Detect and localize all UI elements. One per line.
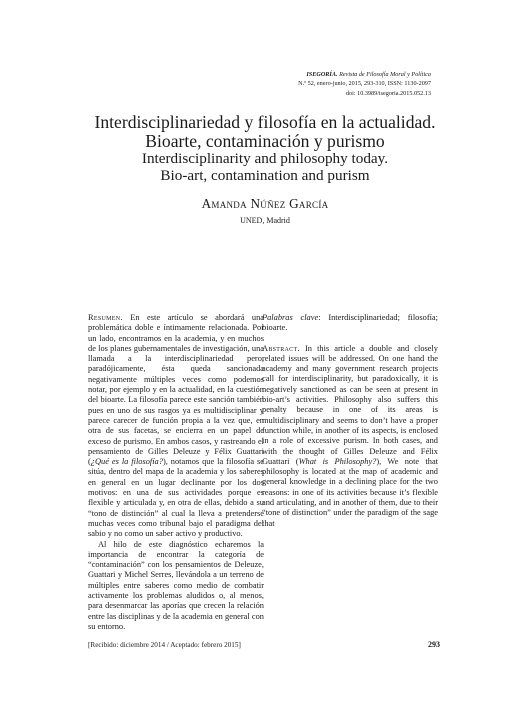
title-english-line-2: Bio-art, contamination and purism — [160, 166, 370, 184]
abstract-english-text: In this article a double and closely related issues will be addressed. On one hand the academy and many government research projects call for interdisciplinarity, but paradoxically, it is negatively sanctioned as can be seen at present in bio-art’s activities. Philosophy also suffers this penalty because in one of its areas is multidisciplinary and seems to don’t have a proper function while, in another of its aspects, is enclosed in a role of excessive purism. In both cases, and with the thought of Gilles Deleuze and Félix Guattari ( — [262, 343, 438, 466]
journal-subtitle: Revista de Filosofía Moral y Política — [337, 71, 431, 78]
journal-line-1 — [298, 70, 431, 79]
abstract-spanish-label: Resumen. — [88, 313, 123, 322]
author-affiliation: UNED, Madrid — [240, 216, 290, 225]
title-english — [80, 151, 450, 185]
keywords-label: Palabras clave — [262, 313, 319, 322]
abstract-spanish-citation: ¿Qué es la filosofía? — [90, 457, 163, 467]
journal-issue: N.º 52, enero-junio, 2015, 293-310, ISSN: 1130-2097 — [298, 80, 431, 88]
page-number: 293 — [428, 640, 440, 649]
right-column — [262, 313, 438, 529]
title-spanish-line-1: Interdisciplinariedad y filosofía en la actualidad. — [94, 112, 436, 132]
keywords — [262, 313, 438, 334]
abstract-spanish-text-end: ), notamos que la filosofía se sitúa, dentro del mapa de la academia y los saberes en general en un lugar declinante por los dos motivos: en una de sus actividades porque es flexible y articulada y, en otra de ellas, debido a su “tono de distinción” al cual la lleva a pretenderse muchas veces como tribunal bajo el paradigma del sabio y no como un saber activo y productivo. — [88, 457, 264, 539]
abstract-spanish-text: En este artículo se abordará una problemática doble e íntimamente relacionada. Por un lado, encontramos en la academia, y en muchos de los planes gubernamentales de investigación, una llamada a la interdisciplinariedad pero, paradójicamente, ésta queda sancionada negativamente múltiples veces como podemos notar, por ejemplo y en la actualidad, en la cuestión del bioarte. La filosofía parece este sanción también pues en uno de sus rasgos ya es multidisciplinar y parece carecer de función propia a la vez que, en otra de sus facetas, se encierra en un papel de exceso de purismo. En ambos casos, y rastreando el pensamiento de Gilles Deleuze y Félix Guattari ( — [88, 313, 264, 467]
abstract-spanish — [88, 313, 264, 540]
abstract-english-citation: What is Philosophy? — [298, 456, 377, 466]
author-name: Amanda Núñez García — [201, 196, 329, 211]
journal-name: ISEGORÍA. — [306, 71, 338, 78]
left-column — [88, 313, 264, 632]
journal-doi: doi: 10.3989/isegoria.2015.052.13 — [345, 89, 431, 97]
article-titles — [80, 113, 450, 185]
abstract-english — [262, 344, 438, 529]
keywords-text: : Interdisciplinariedad; filosofía; bioarte. — [262, 313, 438, 333]
title-spanish-line-2: Bioarte, contaminación y purismo — [145, 130, 385, 151]
received-accepted-dates: [Recibido: diciembre 2014 / Aceptado: febrero 2015] — [88, 641, 241, 649]
abstract-english-label: Abstract. — [262, 343, 300, 353]
title-english-line-1: Interdisciplinarity and philosophy today. — [141, 150, 389, 167]
abstract-english-text-end: ), We note that philosophy is located at the map of academic and general knowledge in a declining place for the two reasons: in one of its activities because it’s flexible and articulating, and in another of them, due to their “tone of distinction” under the paradigm of the sage that — [262, 456, 438, 528]
journal-header — [298, 70, 431, 98]
abstract-spanish-paragraph-2: Al hilo de este diagnóstico echaremos la importancia de encontrar la categoría de “contaminación” con los pensamientos de Deleuze, Guattari y Michel Serres, llevándola a un terreno de múltiples entre saberes como medio de combatir activamente los problemas aludidos o, al menos, para desenmarcar las aporías que crecen la relación entre las disciplinas y de la academia en general con su entorno. — [88, 539, 264, 631]
title-spanish — [80, 113, 450, 150]
